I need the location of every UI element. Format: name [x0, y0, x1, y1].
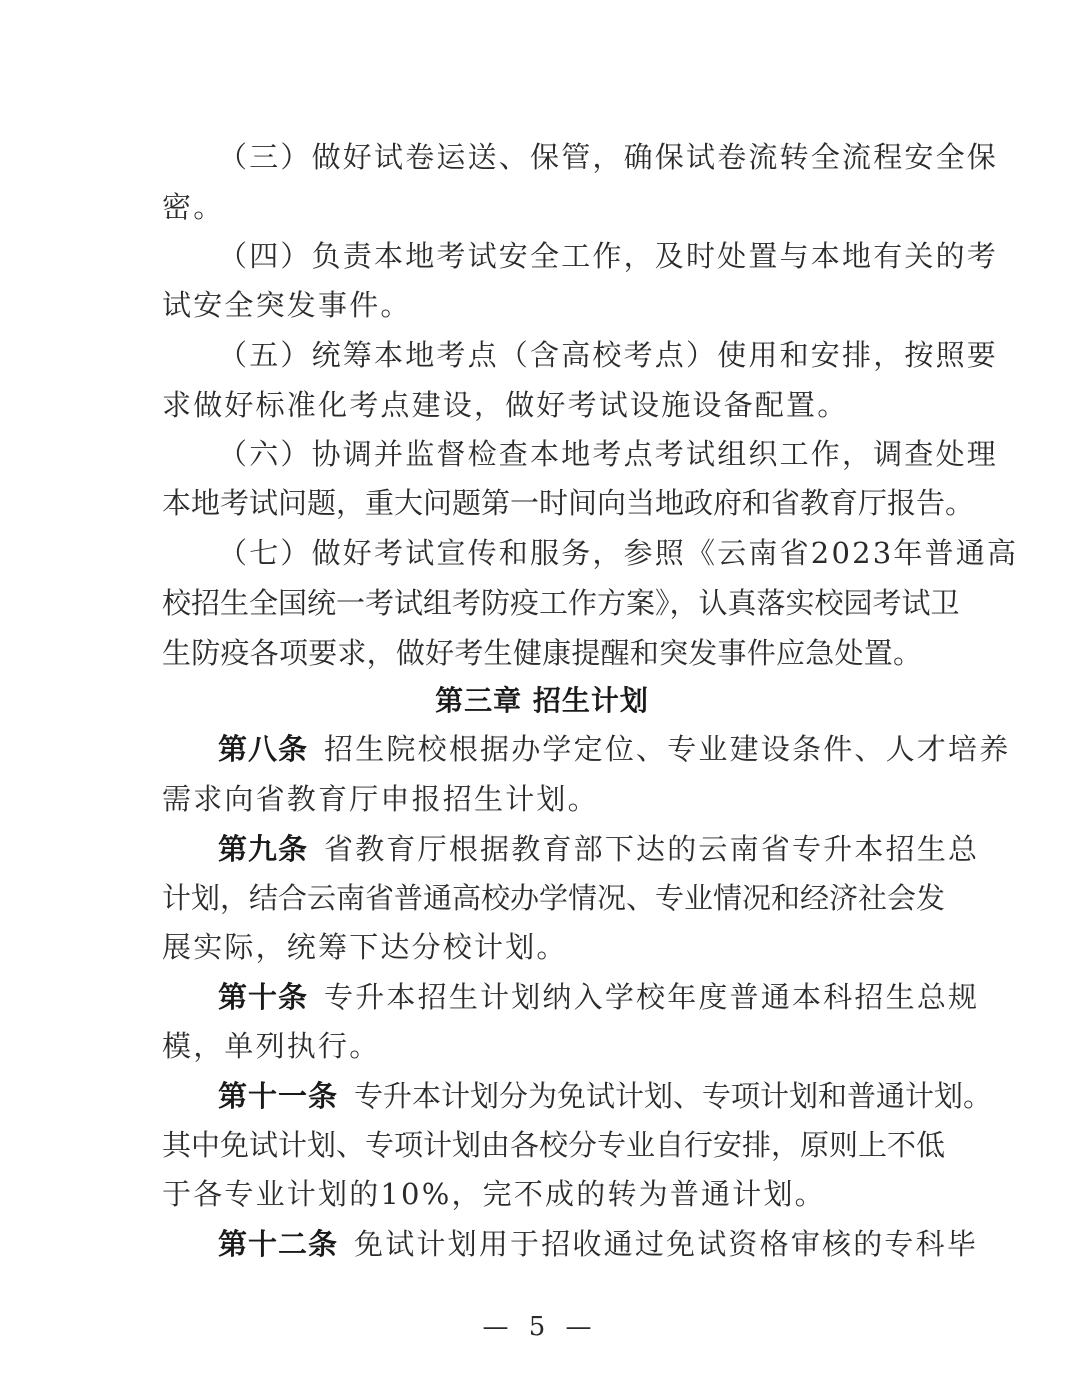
paragraph-3-line-2: 密。 [162, 190, 225, 224]
article-12-label: 第十二条 [218, 1227, 339, 1261]
paragraph-7-line-1: （七）做好考试宣传和服务，参照《云南省2023年普通高 [218, 536, 1019, 570]
article-9-label: 第九条 [218, 832, 309, 866]
article-11-line-3: 于各专业计划的10%，完不成的转为普通计划。 [162, 1177, 826, 1211]
article-11-line-2: 其中免试计划、专项计划由各校分专业自行安排，原则上不低 [162, 1128, 946, 1162]
article-10-line-2: 模，单列执行。 [162, 1029, 381, 1063]
article-12-line-1 [218, 1219, 979, 1269]
article-9-line-1 [218, 824, 980, 874]
article-10-text: 专升本招生计划纳入学校年度普通本科招生总规 [324, 980, 980, 1014]
paragraph-6-line-1: （六）协调并监督检查本地考点考试组织工作，调查处理 [218, 437, 999, 471]
article-11-text: 专升本计划分为免试计划、专项计划和普通计划。 [354, 1079, 993, 1113]
article-10-label: 第十条 [218, 980, 309, 1014]
article-8-line-2: 需求向省教育厅申报招生计划。 [162, 782, 599, 816]
article-11-label: 第十一条 [218, 1079, 339, 1113]
article-9-line-2: 计划，结合云南省普通高校办学情况、专业情况和经济社会发 [162, 881, 946, 915]
article-12-text: 免试计划用于招收通过免试资格审核的专科毕 [354, 1227, 979, 1261]
article-8-text: 招生院校根据办学定位、专业建设条件、人才培养 [324, 732, 1011, 766]
article-9-text: 省教育厅根据教育部下达的云南省专升本招生总 [324, 832, 980, 866]
paragraph-4-line-2: 试安全突发事件。 [162, 288, 412, 322]
paragraph-4-line-1: （四）负责本地考试安全工作，及时处置与本地有关的考 [218, 239, 999, 273]
paragraph-5-line-1: （五）统筹本地考点（含高校考点）使用和安排，按照要 [218, 338, 999, 372]
article-9-line-3: 展实际，统筹下达分校计划。 [162, 930, 568, 964]
chapter-title: 第三章 招生计划 [435, 684, 649, 717]
article-8-line-1 [218, 724, 1011, 774]
paragraph-3-line-1: （三）做好试卷运送、保管，确保试卷流转全流程安全保 [218, 140, 999, 174]
article-10-line-1 [218, 972, 980, 1022]
article-8-label: 第八条 [218, 732, 309, 766]
paragraph-5-line-2: 求做好标准化考点建设，做好考试设施设备配置。 [162, 388, 849, 422]
paragraph-7-line-3: 生防疫各项要求，做好考生健康提醒和突发事件应急处置。 [162, 636, 922, 670]
page-number: — 5 — [482, 1312, 598, 1342]
paragraph-7-line-2: 校招生全国统一考试组考防疫工作方案》，认真落实校园考试卫 [162, 586, 960, 620]
article-11-line-1 [218, 1071, 993, 1121]
paragraph-6-line-2: 本地考试问题，重大问题第一时间向当地政府和省教育厅报告。 [162, 486, 975, 520]
